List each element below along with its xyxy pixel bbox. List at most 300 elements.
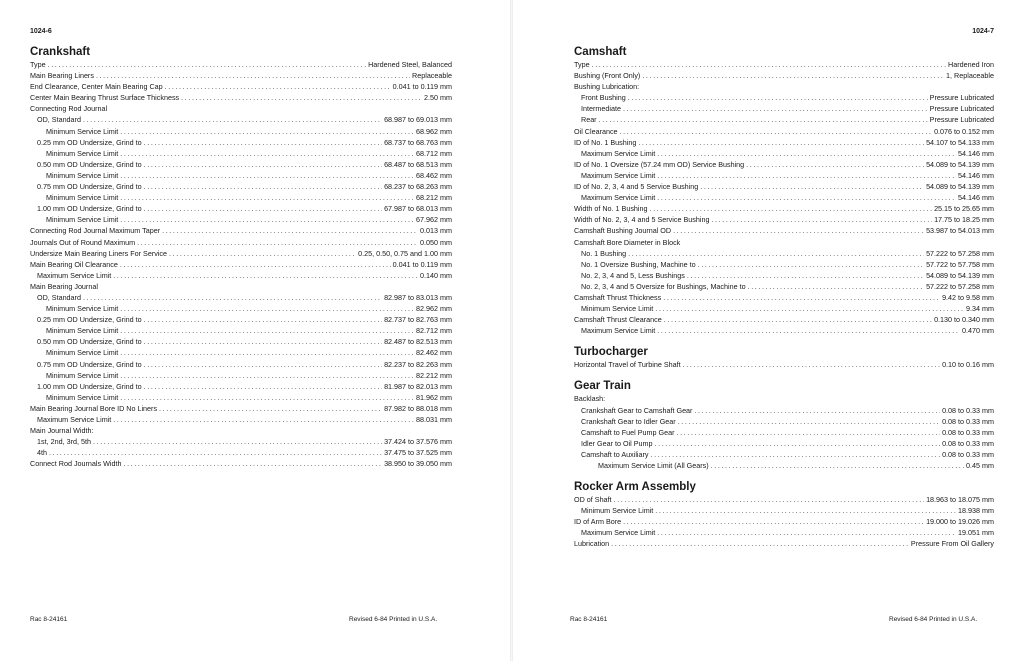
dot-leader	[165, 81, 391, 92]
spec-value: Pressure Lubricated	[929, 104, 994, 114]
dot-leader	[748, 281, 924, 292]
spec-row	[574, 59, 994, 70]
spec-value: Pressure From Oil Gallery	[910, 539, 994, 549]
spec-label: Maximum Service Limit	[581, 170, 656, 180]
spec-label: OD, Standard	[37, 115, 81, 125]
spec-label: OD of Shaft	[574, 495, 612, 505]
dot-leader	[700, 181, 924, 192]
spec-value: 68.962 mm	[416, 126, 452, 136]
spec-value: 68.237 to 68.263 mm	[384, 182, 452, 192]
spec-label: Lubrication	[574, 539, 610, 549]
spec-value: 67.962 mm	[416, 215, 452, 225]
spec-label: Maximum Service Limit	[581, 148, 656, 158]
spec-row	[574, 460, 994, 471]
spec-value: 57.222 to 57.258 mm	[926, 281, 994, 291]
spec-content	[30, 45, 452, 478]
spec-section	[574, 345, 994, 370]
dot-leader	[120, 303, 414, 314]
spec-value: 68.737 to 68.763 mm	[384, 137, 452, 147]
spec-value: 68.212 mm	[416, 193, 452, 203]
spec-row	[30, 137, 452, 148]
dot-leader	[664, 314, 932, 325]
spec-value: 68.712 mm	[416, 148, 452, 158]
dot-leader	[144, 137, 382, 148]
spec-label: Maximum Service Limit	[581, 528, 656, 538]
spec-value: Pressure Lubricated	[929, 93, 994, 103]
dot-leader	[673, 225, 924, 236]
spec-label: 0.25 mm OD Undersize, Grind to	[37, 315, 142, 325]
dot-leader	[120, 347, 414, 358]
spec-value: 9.42 to 9.58 mm	[942, 292, 994, 302]
spec-row	[30, 303, 452, 314]
dot-leader	[144, 314, 382, 325]
spec-value: 18.938 mm	[958, 506, 994, 516]
spec-row	[574, 137, 994, 148]
spec-label: Minimum Service Limit	[46, 348, 119, 358]
spec-label: 4th	[37, 448, 47, 458]
spec-label: Main Journal Width:	[30, 426, 94, 436]
dot-leader	[623, 103, 928, 114]
spec-row	[574, 325, 994, 336]
dot-leader	[657, 170, 956, 181]
spec-label: 1.00 mm OD Undersize, Grind to	[37, 381, 142, 391]
spec-value: 18.963 to 18.075 mm	[926, 495, 994, 505]
spec-value: 19.000 to 19.026 mm	[926, 517, 994, 527]
spec-value: 54.146 mm	[958, 148, 994, 158]
spec-row	[574, 92, 994, 103]
dot-leader	[93, 436, 382, 447]
spec-row	[30, 325, 452, 336]
dot-leader	[678, 416, 940, 427]
spec-row	[30, 336, 452, 347]
spec-row	[30, 458, 452, 469]
spec-label: Crankshaft Gear to Camshaft Gear	[581, 405, 693, 415]
spec-row	[574, 248, 994, 259]
spec-row	[30, 370, 452, 381]
dot-leader	[120, 148, 414, 159]
spec-row	[30, 292, 452, 303]
spec-row	[574, 314, 994, 325]
spec-label: Bushing (Front Only)	[574, 71, 641, 81]
spec-value: 0.130 to 0.340 mm	[934, 315, 994, 325]
spec-label: Minimum Service Limit	[581, 304, 654, 314]
spec-label: Main Bearing Oil Clearance	[30, 259, 118, 269]
spec-label: Type	[574, 60, 590, 69]
spec-value: 9.34 mm	[966, 304, 994, 314]
dot-leader	[48, 59, 366, 70]
spec-value: Hardened Steel, Balanced	[368, 60, 452, 69]
spec-value: 54.089 to 54.139 mm	[926, 270, 994, 280]
spec-value: 82.962 mm	[416, 304, 452, 314]
spec-value: 0.041 to 0.119 mm	[392, 82, 452, 92]
spec-row	[574, 81, 994, 92]
dot-leader	[711, 214, 932, 225]
dot-leader	[655, 303, 964, 314]
spec-value: 0.470 mm	[962, 326, 994, 336]
spec-value: 82.237 to 82.263 mm	[384, 359, 452, 369]
spec-label: 0.50 mm OD Undersize, Grind to	[37, 337, 142, 347]
spec-value: 68.487 to 68.513 mm	[384, 159, 452, 169]
spec-row	[30, 447, 452, 458]
section-title: Camshaft	[574, 46, 627, 58]
dot-leader	[120, 325, 414, 336]
spec-value: 82.487 to 82.513 mm	[384, 337, 452, 347]
dot-leader	[49, 447, 382, 458]
spec-label: Intermediate	[581, 104, 621, 114]
spec-row	[574, 270, 994, 281]
dot-leader	[623, 516, 924, 527]
spec-row	[574, 192, 994, 203]
spec-label: Minimum Service Limit	[46, 170, 119, 180]
spec-row	[574, 237, 994, 248]
spec-value: 0.25, 0.50, 0.75 and 1.00 mm	[358, 248, 452, 258]
dot-leader	[698, 259, 924, 270]
spec-label: Minimum Service Limit	[46, 193, 119, 203]
spec-row	[30, 347, 452, 358]
spec-section	[574, 45, 994, 336]
spec-label: Idler Gear to Oil Pump	[581, 438, 653, 448]
spec-row	[30, 170, 452, 181]
spec-label: 1st, 2nd, 3rd, 5th	[37, 437, 91, 447]
spec-label: No. 1 Bushing	[581, 248, 627, 258]
dot-leader	[746, 159, 924, 170]
dot-leader	[113, 414, 414, 425]
spec-row	[574, 159, 994, 170]
spec-row	[30, 381, 452, 392]
spec-row	[574, 303, 994, 314]
spec-row	[574, 438, 994, 449]
spec-row	[574, 494, 994, 505]
footer-revision: Revised 6-84 Printed in U.S.A.	[349, 616, 438, 623]
spec-row	[574, 70, 994, 81]
spec-label: Camshaft to Auxiliary	[581, 449, 649, 459]
section-title: Turbocharger	[574, 346, 648, 359]
dot-leader	[159, 403, 382, 414]
spec-value: 54.146 mm	[958, 170, 994, 180]
spec-label: Camshaft Thrust Thickness	[574, 292, 662, 302]
spec-value: 0.45 mm	[966, 461, 994, 470]
spec-label: 0.75 mm OD Undersize, Grind to	[37, 182, 142, 192]
spec-label: 0.25 mm OD Undersize, Grind to	[37, 137, 142, 147]
spec-label: Minimum Service Limit	[46, 326, 119, 336]
dot-leader	[657, 325, 960, 336]
spec-label: ID of Arm Bore	[574, 517, 622, 527]
spec-section	[30, 45, 452, 469]
spec-label: Maximum Service Limit	[581, 193, 656, 203]
dot-leader	[144, 359, 382, 370]
spec-row	[30, 403, 452, 414]
spec-row	[30, 92, 452, 103]
spec-label: Main Bearing Journal	[30, 281, 98, 291]
dot-leader	[83, 114, 382, 125]
spec-value: 81.962 mm	[416, 392, 452, 402]
spec-label: Width of No. 1 Bushing	[574, 204, 648, 214]
spec-label: Front Bushing	[581, 93, 626, 103]
dot-leader	[169, 248, 356, 259]
spec-row	[30, 436, 452, 447]
spec-label: Oil Clearance	[574, 126, 618, 136]
spec-label: Camshaft to Fuel Pump Gear	[581, 427, 675, 437]
spec-label: Center Main Bearing Thrust Surface Thickness	[30, 93, 180, 103]
spec-value: Hardened Iron	[948, 60, 994, 69]
spec-label: Type	[30, 60, 46, 69]
spec-row	[574, 516, 994, 527]
spec-label: Crankshaft Gear to Idler Gear	[581, 416, 676, 426]
spec-row	[30, 59, 452, 70]
dot-leader	[592, 59, 946, 70]
spec-row	[574, 359, 994, 370]
dot-leader	[676, 427, 940, 438]
spec-row	[30, 314, 452, 325]
spec-label: No. 2, 3, 4 and 5 Oversize for Bushings, Machine to	[581, 281, 746, 291]
spec-row	[30, 248, 452, 259]
section-title: Gear Train	[574, 380, 631, 393]
spec-row	[30, 214, 452, 225]
dot-leader	[83, 292, 382, 303]
spec-label: Camshaft Bushing Journal OD	[574, 226, 672, 236]
spec-row	[30, 81, 452, 92]
spec-value: 0.08 to 0.33 mm	[942, 427, 994, 437]
spec-value: 54.146 mm	[958, 193, 994, 203]
spec-value: 0.08 to 0.33 mm	[942, 416, 994, 426]
dot-leader	[120, 192, 414, 203]
spec-label: Minimum Service Limit	[46, 215, 119, 225]
spec-label: Minimum Service Limit	[46, 304, 119, 314]
spec-value: 68.987 to 69.013 mm	[384, 115, 452, 125]
spec-row	[574, 225, 994, 236]
spec-value: 37.475 to 37.525 mm	[384, 448, 452, 458]
spec-value: 82.462 mm	[416, 348, 452, 358]
spec-value: 82.212 mm	[416, 370, 452, 380]
dot-leader	[711, 460, 964, 471]
spec-label: Horizontal Travel of Turbine Shaft	[574, 360, 681, 370]
section-title: Rocker Arm Assembly	[574, 481, 696, 494]
spec-label: Main Bearing Journal Bore ID No Liners	[30, 403, 158, 413]
spec-label: OD, Standard	[37, 292, 81, 302]
spec-value: 0.10 to 0.16 mm	[942, 360, 994, 370]
spec-row	[574, 416, 994, 427]
page-number: 1024-6	[30, 28, 52, 35]
spec-value: 0.08 to 0.33 mm	[942, 449, 994, 459]
spec-row	[30, 159, 452, 170]
spec-label: Bushing Lubrication:	[574, 82, 640, 92]
dot-leader	[120, 370, 414, 381]
footer-doc-number: Rac 8-24161	[570, 616, 608, 623]
spec-row	[574, 292, 994, 303]
spec-value: 38.950 to 39.050 mm	[384, 459, 452, 469]
spec-label: End Clearance, Center Main Bearing Cap	[30, 82, 163, 92]
dot-leader	[614, 494, 925, 505]
spec-row	[30, 70, 452, 81]
spec-label: 0.75 mm OD Undersize, Grind to	[37, 359, 142, 369]
dot-leader	[683, 359, 940, 370]
spec-value: 54.089 to 54.139 mm	[926, 159, 994, 169]
spec-row	[574, 148, 994, 159]
dot-leader	[96, 70, 410, 81]
spec-row	[574, 203, 994, 214]
spec-row	[30, 414, 452, 425]
spec-label: ID of No. 2, 3, 4 and 5 Service Bushing	[574, 182, 699, 192]
footer-revision: Revised 6-84 Printed in U.S.A.	[889, 616, 978, 623]
dot-leader	[144, 181, 382, 192]
spec-label: ID of No. 1 Bushing	[574, 137, 637, 147]
spec-row	[30, 237, 452, 248]
footer-doc-number: Rac 8-24161	[30, 616, 68, 623]
spec-row	[30, 225, 452, 236]
spec-row	[30, 181, 452, 192]
spec-value: 0.013 mm	[420, 226, 452, 236]
spec-row	[574, 170, 994, 181]
spec-row	[30, 203, 452, 214]
dot-leader	[657, 527, 956, 538]
dot-leader	[181, 92, 422, 103]
spec-value: 67.987 to 68.013 mm	[384, 204, 452, 214]
spec-value: 82.737 to 82.763 mm	[384, 315, 452, 325]
dot-leader	[620, 126, 933, 137]
spec-value: 82.712 mm	[416, 326, 452, 336]
spec-value: 25.15 to 25.65 mm	[934, 204, 994, 214]
spec-row	[30, 270, 452, 281]
spec-row	[574, 103, 994, 114]
spec-row	[574, 538, 994, 549]
dot-leader	[599, 114, 928, 125]
dot-leader	[655, 505, 956, 516]
spec-label: Maximum Service Limit (All Gears)	[598, 461, 709, 470]
dot-leader	[657, 192, 956, 203]
spec-row	[574, 449, 994, 460]
dot-leader	[657, 148, 956, 159]
spec-value: 19.051 mm	[958, 528, 994, 538]
dot-leader	[611, 538, 909, 549]
spec-row	[574, 181, 994, 192]
spec-section	[574, 379, 994, 471]
dot-leader	[694, 405, 940, 416]
spec-label: Minimum Service Limit	[46, 370, 119, 380]
dot-leader	[120, 392, 414, 403]
spec-row	[30, 126, 452, 137]
spec-row	[30, 281, 452, 292]
spec-row	[574, 427, 994, 438]
spec-value: 0.076 to 0.152 mm	[934, 126, 994, 136]
spec-label: Width of No. 2, 3, 4 and 5 Service Bushing	[574, 215, 710, 225]
spec-value: 87.982 to 88.018 mm	[384, 403, 452, 413]
dot-leader	[113, 270, 418, 281]
right-page	[513, 0, 1024, 661]
dot-leader	[655, 438, 941, 449]
spec-row	[574, 527, 994, 538]
spec-value: 57.222 to 57.258 mm	[926, 248, 994, 258]
spec-value: 1, Replaceable	[946, 71, 994, 81]
left-page	[0, 0, 510, 661]
dot-leader	[120, 214, 414, 225]
spec-label: Rear	[581, 115, 597, 125]
spec-label: Minimum Service Limit	[46, 148, 119, 158]
dot-leader	[162, 225, 418, 236]
spec-label: Camshaft Bore Diameter in Block	[574, 237, 681, 247]
spec-label: ID of No. 1 Oversize (57.24 mm OD) Service Bushing	[574, 159, 745, 169]
spec-row	[574, 281, 994, 292]
spec-row	[30, 392, 452, 403]
spec-label: Maximum Service Limit	[37, 415, 112, 424]
spec-row	[30, 114, 452, 125]
spec-row	[574, 259, 994, 270]
dot-leader	[144, 159, 382, 170]
dot-leader	[687, 270, 924, 281]
spec-label: Maximum Service Limit	[581, 326, 656, 336]
dot-leader	[120, 259, 391, 270]
spec-value: 53.987 to 54.013 mm	[926, 226, 994, 236]
dot-leader	[120, 126, 414, 137]
spec-label: Connect Rod Journals Width	[30, 459, 122, 469]
spec-row	[30, 192, 452, 203]
dot-leader	[120, 170, 414, 181]
dot-leader	[651, 449, 941, 460]
dot-leader	[650, 203, 933, 214]
spec-label: Minimum Service Limit	[46, 392, 119, 402]
spec-label: Main Bearing Liners	[30, 71, 94, 81]
spec-row	[30, 148, 452, 159]
spec-value: 82.987 to 83.013 mm	[384, 292, 452, 302]
spec-section	[574, 480, 994, 549]
spec-value: 54.107 to 54.133 mm	[926, 137, 994, 147]
spec-content	[574, 45, 994, 559]
spec-value: 0.050 mm	[420, 237, 452, 247]
spec-label: Minimum Service Limit	[46, 126, 119, 136]
spec-label: Maximum Service Limit	[37, 270, 112, 280]
dot-leader	[137, 237, 418, 248]
spec-row	[30, 103, 452, 114]
spec-value: 81.987 to 82.013 mm	[384, 381, 452, 391]
spec-value: 57.722 to 57.758 mm	[926, 259, 994, 269]
spec-label: No. 1 Oversize Bushing, Machine to	[581, 259, 696, 269]
spec-value: 0.08 to 0.33 mm	[942, 405, 994, 415]
spec-label: Camshaft Thrust Clearance	[574, 315, 662, 325]
spec-row	[30, 359, 452, 370]
dot-leader	[144, 381, 382, 392]
spec-label: 1.00 mm OD Undersize, Grind to	[37, 204, 142, 214]
spec-value: 0.041 to 0.119 mm	[392, 259, 452, 269]
spec-label: Connecting Rod Journal Maximum Taper	[30, 226, 161, 236]
spec-label: No. 2, 3, 4 and 5, Less Bushings	[581, 270, 685, 280]
spec-label: 0.50 mm OD Undersize, Grind to	[37, 159, 142, 169]
page-number: 1024-7	[972, 28, 994, 35]
dot-leader	[628, 248, 924, 259]
spec-value: 54.089 to 54.139 mm	[926, 182, 994, 192]
spec-row	[30, 425, 452, 436]
dot-leader	[144, 336, 382, 347]
section-title: Crankshaft	[30, 46, 91, 58]
spec-row	[574, 214, 994, 225]
spec-label: Journals Out of Round Maximum	[30, 237, 136, 247]
dot-leader	[144, 203, 382, 214]
spec-value: 0.08 to 0.33 mm	[942, 438, 994, 448]
dot-leader	[642, 70, 944, 81]
spec-label: Connecting Rod Journal	[30, 104, 108, 114]
spec-label: Backlash:	[574, 394, 606, 404]
spec-value: Pressure Lubricated	[929, 115, 994, 125]
spec-value: 2.50 mm	[424, 93, 452, 103]
spec-label: Undersize Main Bearing Liners For Service	[30, 248, 168, 258]
spec-value: Replaceable	[412, 71, 452, 81]
spec-row	[574, 393, 994, 404]
spec-value: 88.031 mm	[416, 415, 452, 424]
spec-value: 68.462 mm	[416, 170, 452, 180]
spec-value: 17.75 to 18.25 mm	[934, 215, 994, 225]
spec-row	[574, 126, 994, 137]
dot-leader	[663, 292, 940, 303]
spec-value: 0.140 mm	[420, 270, 452, 280]
dot-leader	[628, 92, 928, 103]
